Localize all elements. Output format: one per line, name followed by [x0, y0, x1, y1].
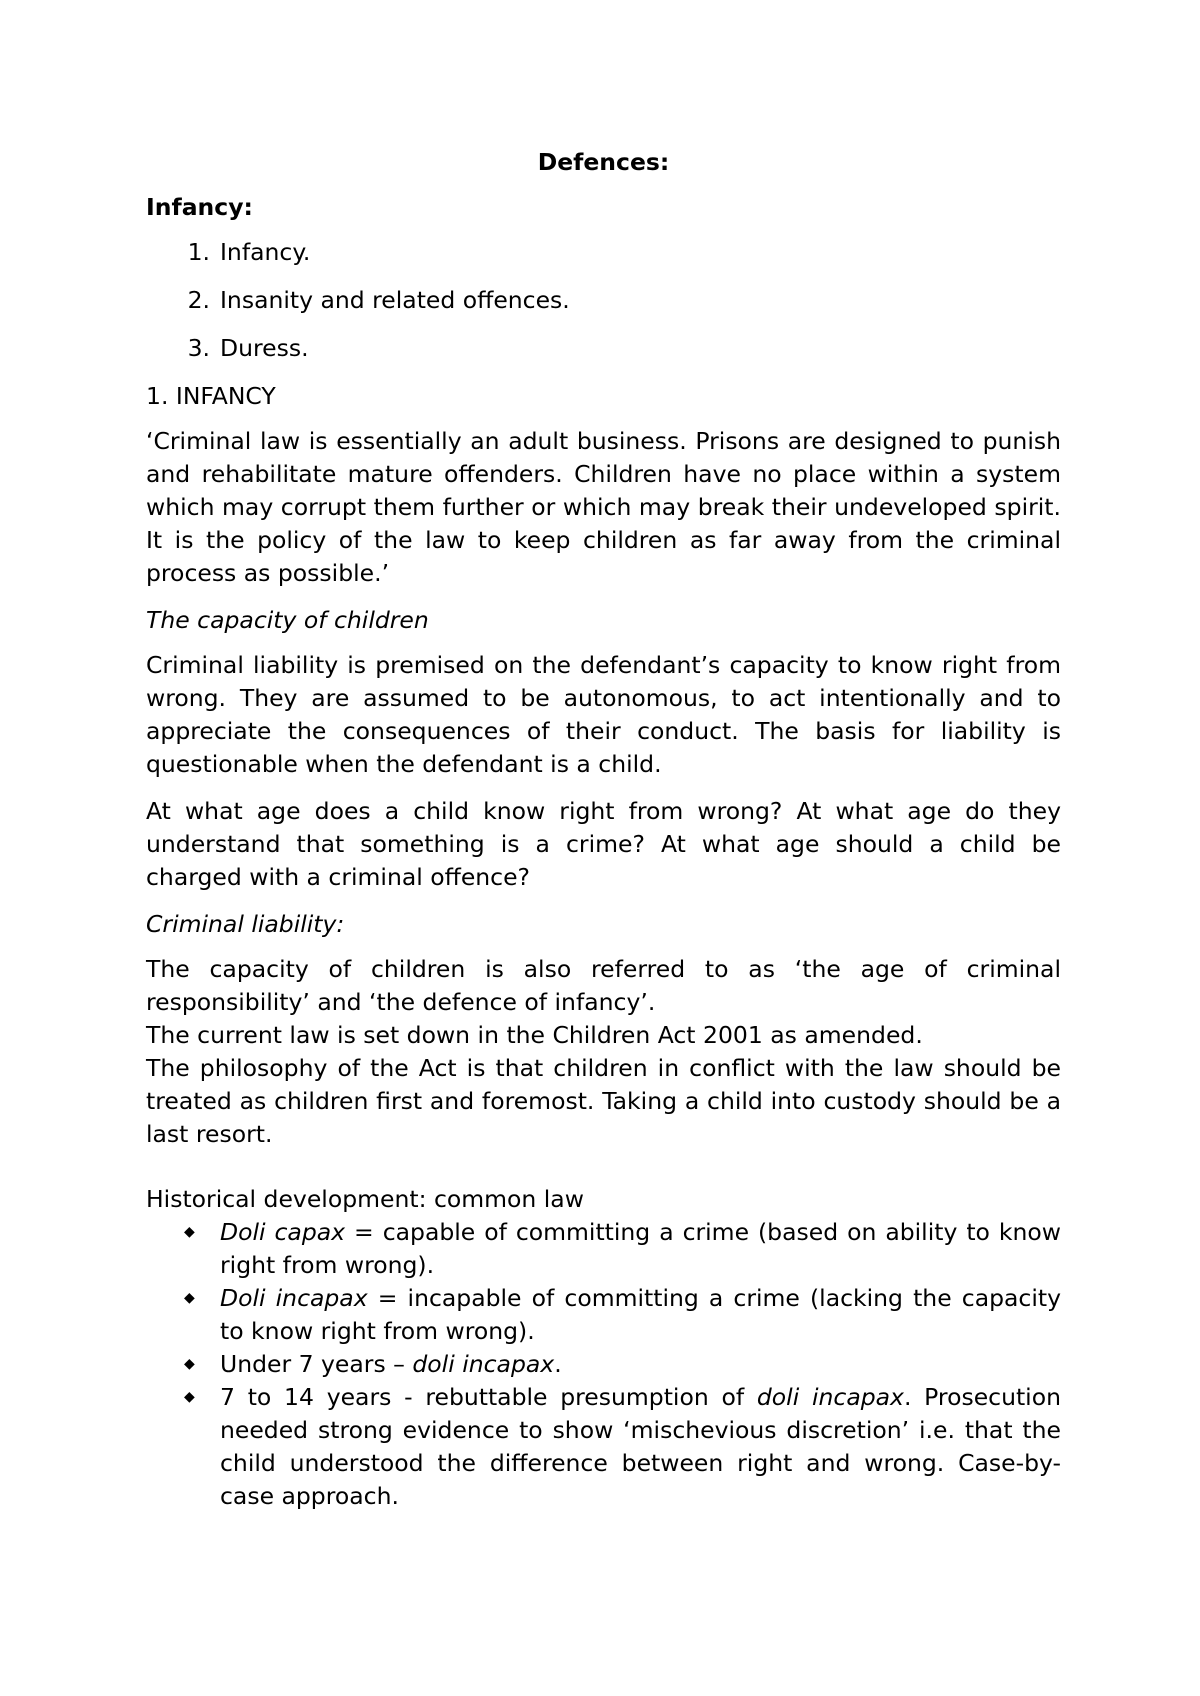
liability-line-1: The capacity of children is also referred to as ‘the age of criminal responsibility’ and ‘the defence of infancy’.	[146, 955, 1061, 1016]
quote-paragraph: ‘Criminal law is essentially an adult business. Prisons are designed to punish and rehabilitate mature offenders. Children have no place within a system which may corrupt them further or which may break their undeveloped spirit. It is the policy of the law to keep children as far away from the criminal process as possible.’	[146, 427, 1061, 587]
bullet-italic-term: Doli capax	[220, 1218, 346, 1246]
diamond-bullet-icon: ◆	[184, 1389, 195, 1405]
list-item-text: Infancy.	[220, 238, 311, 266]
bullet-pre: Under 7 years –	[220, 1350, 413, 1378]
historical-heading: Historical development: common law	[146, 1185, 584, 1213]
bullet-rest: .	[554, 1350, 562, 1378]
bullet-rest: = incapable of committing a crime (lacking the capacity to know right from wrong).	[220, 1284, 1061, 1345]
list-item	[146, 1348, 1061, 1381]
list-item-text: Duress.	[220, 334, 309, 362]
list-item	[146, 1381, 1061, 1513]
list-item-text: Insanity and related offences.	[220, 286, 570, 314]
bullet-text	[220, 1381, 1061, 1513]
bullet-italic-term: Doli incapax	[220, 1284, 368, 1312]
liability-line-3: The philosophy of the Act is that children in conflict with the law should be treated as children first and foremost. Taking a child into custody should be a last resort.	[146, 1054, 1061, 1148]
bullet-rest: . Prosecution needed strong evidence to show ‘mischevious discretion’ i.e. that the child understood the difference between right and wrong. Case-by-case approach.	[220, 1383, 1061, 1510]
bullet-pre: 7 to 14 years - rebuttable presumption of	[220, 1383, 757, 1411]
list-item	[146, 332, 1061, 365]
liability-line-2: The current law is set down in the Children Act 2001 as amended.	[146, 1021, 923, 1049]
capacity-paragraph-1: Criminal liability is premised on the defendant’s capacity to know right from wrong. They are assumed to be autonomous, to act intentionally and to appreciate the consequences of their conduct. The basis for liability is questionable when the defendant is a child.	[146, 651, 1061, 778]
list-item	[146, 236, 1061, 269]
list-item	[146, 1216, 1061, 1282]
section-heading-infancy: 1. INFANCY	[146, 382, 276, 410]
list-item	[146, 284, 1061, 317]
document-title: Defences:	[537, 148, 670, 176]
bullet-text	[220, 1348, 1061, 1381]
capacity-heading: The capacity of children	[146, 606, 429, 634]
list-number: 1.	[187, 238, 210, 266]
list-number: 2.	[187, 286, 210, 314]
liability-heading: Criminal liability:	[146, 910, 345, 938]
infancy-subheading: Infancy:	[146, 193, 253, 221]
capacity-paragraph-2: At what age does a child know right from wrong? At what age do they understand that something is a crime? At what age should a child be charged with a criminal offence?	[146, 797, 1061, 891]
bullet-italic-term: doli incapax	[412, 1350, 555, 1378]
bullet-rest: = capable of committing a crime (based on ability to know right from wrong).	[220, 1218, 1061, 1279]
defences-numbered-list	[146, 236, 1061, 365]
diamond-bullet-icon: ◆	[184, 1356, 195, 1372]
bullet-italic-term: doli incapax	[756, 1383, 904, 1411]
diamond-bullet-icon: ◆	[184, 1224, 195, 1240]
diamond-bullet-icon: ◆	[184, 1290, 195, 1306]
bullet-text	[220, 1216, 1061, 1282]
list-number: 3.	[187, 334, 210, 362]
historical-bullet-list	[146, 1216, 1061, 1513]
spacer	[146, 1151, 1061, 1183]
document-page	[146, 130, 1061, 1513]
bullet-text	[220, 1282, 1061, 1348]
list-item	[146, 1282, 1061, 1348]
